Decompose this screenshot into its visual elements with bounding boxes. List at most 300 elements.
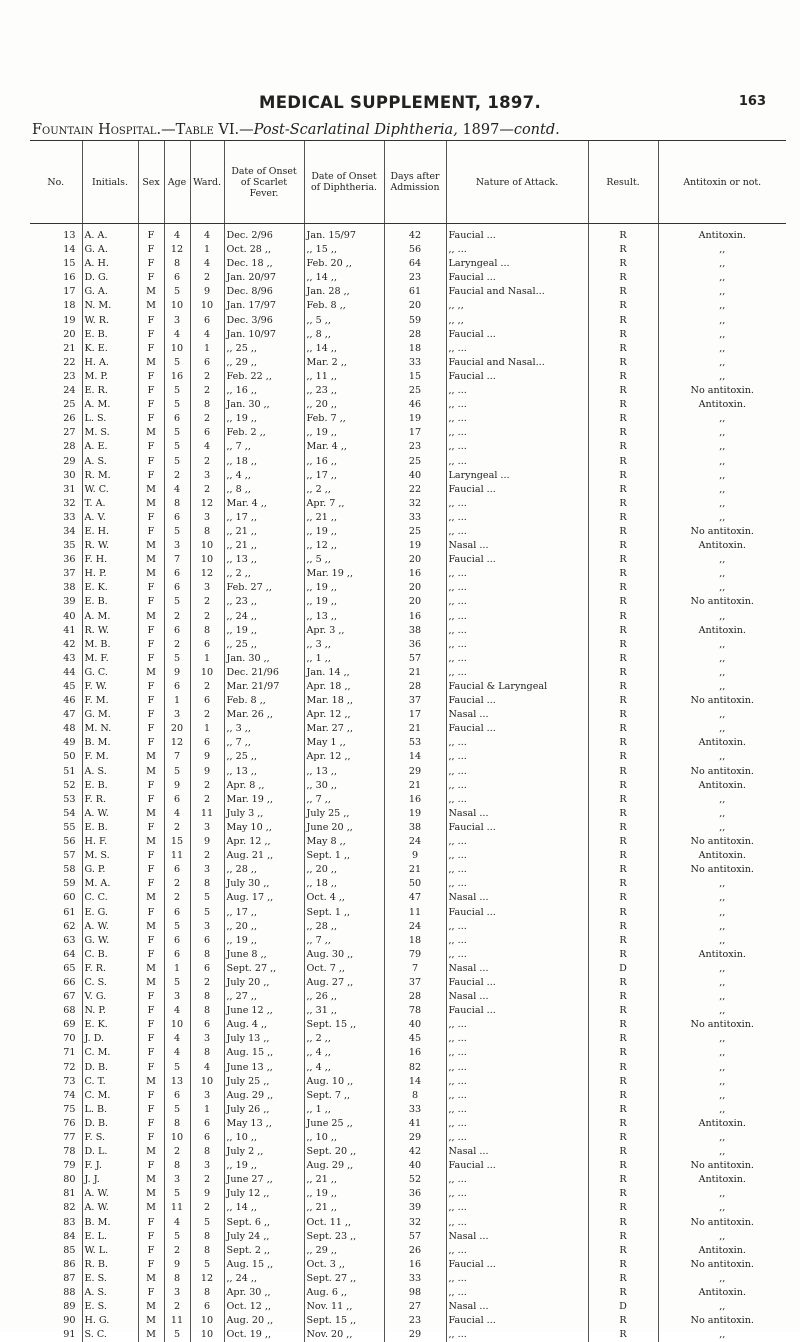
cell-days: 21 bbox=[384, 863, 446, 877]
cell-age: 2 bbox=[164, 891, 190, 905]
cell-result: R bbox=[588, 891, 658, 905]
table-row bbox=[30, 398, 786, 412]
cell-diphtheria-onset: ,, 30 ,, bbox=[304, 779, 384, 793]
cell-nature: ,, ... bbox=[446, 1286, 588, 1300]
cell-nature: ,, ... bbox=[446, 243, 588, 257]
cell-no: 30 bbox=[30, 469, 82, 483]
cell-age: 10 bbox=[164, 1131, 190, 1145]
cell-diphtheria-onset: May 8 ,, bbox=[304, 835, 384, 849]
cell-ward: 2 bbox=[190, 271, 224, 285]
cell-result: R bbox=[588, 793, 658, 807]
cell-antitoxin: ,, bbox=[658, 1187, 786, 1201]
cell-initials: F. J. bbox=[82, 1159, 138, 1173]
cell-antitoxin: ,, bbox=[658, 356, 786, 370]
cell-age: 3 bbox=[164, 708, 190, 722]
cell-no: 47 bbox=[30, 708, 82, 722]
cell-no: 62 bbox=[30, 920, 82, 934]
cell-diphtheria-onset: ,, 5 ,, bbox=[304, 314, 384, 328]
cell-no: 55 bbox=[30, 821, 82, 835]
cell-initials: F. S. bbox=[82, 1131, 138, 1145]
cell-ward: 8 bbox=[190, 1286, 224, 1300]
cell-sex: F bbox=[138, 1216, 164, 1230]
cell-days: 64 bbox=[384, 257, 446, 271]
cell-sex: M bbox=[138, 553, 164, 567]
cell-days: 57 bbox=[384, 652, 446, 666]
table-row bbox=[30, 1258, 786, 1272]
cell-sex: M bbox=[138, 750, 164, 764]
cell-ward: 6 bbox=[190, 638, 224, 652]
cell-age: 6 bbox=[164, 793, 190, 807]
cell-ward: 10 bbox=[190, 553, 224, 567]
cell-days: 50 bbox=[384, 877, 446, 891]
table-row bbox=[30, 426, 786, 440]
col-header-antitoxin: Antitoxin or not. bbox=[658, 141, 786, 224]
cell-no: 19 bbox=[30, 314, 82, 328]
cell-ward: 11 bbox=[190, 807, 224, 821]
table-row bbox=[30, 328, 786, 342]
cell-sex: F bbox=[138, 948, 164, 962]
cell-ward: 12 bbox=[190, 497, 224, 511]
cell-antitoxin: Antitoxin. bbox=[658, 1286, 786, 1300]
cell-sex: M bbox=[138, 1328, 164, 1342]
cell-no: 70 bbox=[30, 1032, 82, 1046]
cell-nature: ,, ... bbox=[446, 638, 588, 652]
cell-initials: A. H. bbox=[82, 257, 138, 271]
cell-days: 20 bbox=[384, 299, 446, 313]
cell-ward: 3 bbox=[190, 863, 224, 877]
cell-scarlet-onset: ,, 4 ,, bbox=[224, 469, 304, 483]
cell-no: 44 bbox=[30, 666, 82, 680]
cell-age: 6 bbox=[164, 271, 190, 285]
cell-days: 28 bbox=[384, 328, 446, 342]
cell-antitoxin: ,, bbox=[658, 1272, 786, 1286]
cell-antitoxin: ,, bbox=[658, 638, 786, 652]
cell-age: 11 bbox=[164, 1201, 190, 1215]
cell-age: 5 bbox=[164, 652, 190, 666]
cell-initials: E. H. bbox=[82, 525, 138, 539]
cell-diphtheria-onset: Apr. 18 ,, bbox=[304, 680, 384, 694]
cell-result: R bbox=[588, 1046, 658, 1060]
cell-sex: F bbox=[138, 680, 164, 694]
table-row bbox=[30, 976, 786, 990]
cell-result: R bbox=[588, 1244, 658, 1258]
cell-no: 46 bbox=[30, 694, 82, 708]
cell-diphtheria-onset: Sept. 1 ,, bbox=[304, 849, 384, 863]
cell-antitoxin: ,, bbox=[658, 1300, 786, 1314]
cell-ward: 2 bbox=[190, 793, 224, 807]
cell-sex: F bbox=[138, 1018, 164, 1032]
cell-nature: ,, ... bbox=[446, 342, 588, 356]
cell-ward: 4 bbox=[190, 328, 224, 342]
cell-age: 1 bbox=[164, 962, 190, 976]
table-row bbox=[30, 1145, 786, 1159]
cell-initials: C. B. bbox=[82, 948, 138, 962]
cell-result: D bbox=[588, 1300, 658, 1314]
cell-diphtheria-onset: ,, 1 ,, bbox=[304, 652, 384, 666]
table-row bbox=[30, 299, 786, 313]
cell-antitoxin: ,, bbox=[658, 708, 786, 722]
cell-days: 21 bbox=[384, 666, 446, 680]
cell-initials: L. S. bbox=[82, 412, 138, 426]
cell-age: 5 bbox=[164, 356, 190, 370]
cell-nature: Faucial ... bbox=[446, 271, 588, 285]
cell-initials: M. P. bbox=[82, 370, 138, 384]
cell-days: 36 bbox=[384, 1187, 446, 1201]
cell-scarlet-onset: Aug. 21 ,, bbox=[224, 849, 304, 863]
cell-result: R bbox=[588, 525, 658, 539]
cell-initials: W. R. bbox=[82, 314, 138, 328]
cell-scarlet-onset: ,, 13 ,, bbox=[224, 553, 304, 567]
cell-sex: F bbox=[138, 511, 164, 525]
cell-sex: F bbox=[138, 722, 164, 736]
cell-sex: F bbox=[138, 525, 164, 539]
table-row bbox=[30, 722, 786, 736]
cell-result: R bbox=[588, 1159, 658, 1173]
cell-result: R bbox=[588, 299, 658, 313]
cell-no: 84 bbox=[30, 1230, 82, 1244]
cell-days: 57 bbox=[384, 1230, 446, 1244]
cell-sex: F bbox=[138, 384, 164, 398]
cell-age: 5 bbox=[164, 976, 190, 990]
cell-diphtheria-onset: Nov. 11 ,, bbox=[304, 1300, 384, 1314]
cell-age: 5 bbox=[164, 398, 190, 412]
cell-result: R bbox=[588, 638, 658, 652]
cell-diphtheria-onset: ,, 2 ,, bbox=[304, 1032, 384, 1046]
cell-diphtheria-onset: ,, 8 ,, bbox=[304, 328, 384, 342]
cell-nature: ,, ,, bbox=[446, 299, 588, 313]
cell-initials: E. K. bbox=[82, 581, 138, 595]
cell-scarlet-onset: ,, 3 ,, bbox=[224, 722, 304, 736]
cell-result: R bbox=[588, 314, 658, 328]
cell-initials: W. L. bbox=[82, 1244, 138, 1258]
table-row bbox=[30, 736, 786, 750]
cell-antitoxin: ,, bbox=[658, 581, 786, 595]
cell-scarlet-onset: ,, 8 ,, bbox=[224, 483, 304, 497]
cell-initials: A. M. bbox=[82, 398, 138, 412]
table-row bbox=[30, 948, 786, 962]
cell-initials: E. G. bbox=[82, 906, 138, 920]
cell-nature: ,, ... bbox=[446, 750, 588, 764]
cell-diphtheria-onset: Apr. 12 ,, bbox=[304, 708, 384, 722]
cell-nature: ,, ... bbox=[446, 1117, 588, 1131]
table-row bbox=[30, 1089, 786, 1103]
cell-days: 32 bbox=[384, 497, 446, 511]
cell-nature: ,, ... bbox=[446, 1075, 588, 1089]
cell-no: 52 bbox=[30, 779, 82, 793]
cell-ward: 2 bbox=[190, 384, 224, 398]
cell-scarlet-onset: Mar. 19 ,, bbox=[224, 793, 304, 807]
cell-age: 6 bbox=[164, 1089, 190, 1103]
cell-ward: 5 bbox=[190, 891, 224, 905]
cell-result: R bbox=[588, 1145, 658, 1159]
cell-days: 78 bbox=[384, 1004, 446, 1018]
cell-result: R bbox=[588, 1103, 658, 1117]
cell-ward: 3 bbox=[190, 511, 224, 525]
cell-nature: ,, ... bbox=[446, 736, 588, 750]
cell-age: 5 bbox=[164, 440, 190, 454]
cell-antitoxin: ,, bbox=[658, 920, 786, 934]
cell-result: R bbox=[588, 835, 658, 849]
table-row bbox=[30, 1159, 786, 1173]
cell-no: 16 bbox=[30, 271, 82, 285]
cell-sex: M bbox=[138, 1300, 164, 1314]
cell-age: 5 bbox=[164, 455, 190, 469]
cell-sex: F bbox=[138, 877, 164, 891]
cell-result: R bbox=[588, 1004, 658, 1018]
cell-result: R bbox=[588, 595, 658, 609]
cell-sex: M bbox=[138, 835, 164, 849]
cell-sex: M bbox=[138, 1201, 164, 1215]
cell-initials: A. V. bbox=[82, 511, 138, 525]
table-row bbox=[30, 455, 786, 469]
cell-scarlet-onset: Feb. 8 ,, bbox=[224, 694, 304, 708]
cell-result: R bbox=[588, 243, 658, 257]
cell-scarlet-onset: Apr. 8 ,, bbox=[224, 779, 304, 793]
cell-age: 6 bbox=[164, 934, 190, 948]
cell-ward: 6 bbox=[190, 694, 224, 708]
table-row bbox=[30, 835, 786, 849]
cell-age: 12 bbox=[164, 243, 190, 257]
cell-scarlet-onset: June 13 ,, bbox=[224, 1061, 304, 1075]
cell-sex: F bbox=[138, 906, 164, 920]
cell-nature: Faucial ... bbox=[446, 976, 588, 990]
cell-no: 60 bbox=[30, 891, 82, 905]
cell-days: 16 bbox=[384, 793, 446, 807]
cell-age: 1 bbox=[164, 694, 190, 708]
cell-age: 6 bbox=[164, 511, 190, 525]
cell-age: 9 bbox=[164, 1258, 190, 1272]
cell-initials: B. M. bbox=[82, 1216, 138, 1230]
cell-nature: ,, ... bbox=[446, 779, 588, 793]
cell-initials: E. B. bbox=[82, 821, 138, 835]
table-row bbox=[30, 243, 786, 257]
cell-result: R bbox=[588, 511, 658, 525]
cell-days: 56 bbox=[384, 243, 446, 257]
cell-days: 40 bbox=[384, 1018, 446, 1032]
cell-age: 11 bbox=[164, 1314, 190, 1328]
table-row bbox=[30, 581, 786, 595]
table-row bbox=[30, 370, 786, 384]
cell-sex: F bbox=[138, 1061, 164, 1075]
cell-no: 68 bbox=[30, 1004, 82, 1018]
cell-antitoxin: Antitoxin. bbox=[658, 1117, 786, 1131]
cell-no: 15 bbox=[30, 257, 82, 271]
table-row bbox=[30, 694, 786, 708]
cell-sex: F bbox=[138, 849, 164, 863]
cell-scarlet-onset: Jan. 30 ,, bbox=[224, 398, 304, 412]
cell-initials: C. T. bbox=[82, 1075, 138, 1089]
cell-scarlet-onset: Oct. 12 ,, bbox=[224, 1300, 304, 1314]
cell-antitoxin: ,, bbox=[658, 1230, 786, 1244]
cell-ward: 8 bbox=[190, 990, 224, 1004]
cell-scarlet-onset: ,, 25 ,, bbox=[224, 638, 304, 652]
cell-result: R bbox=[588, 1258, 658, 1272]
cell-antitoxin: Antitoxin. bbox=[658, 539, 786, 553]
cell-scarlet-onset: ,, 25 ,, bbox=[224, 750, 304, 764]
table-row bbox=[30, 1201, 786, 1215]
cell-sex: F bbox=[138, 821, 164, 835]
cell-no: 54 bbox=[30, 807, 82, 821]
cell-nature: Faucial ... bbox=[446, 1004, 588, 1018]
cell-result: R bbox=[588, 990, 658, 1004]
table-row bbox=[30, 990, 786, 1004]
cell-antitoxin: ,, bbox=[658, 328, 786, 342]
cell-result: R bbox=[588, 708, 658, 722]
cell-no: 27 bbox=[30, 426, 82, 440]
cell-age: 8 bbox=[164, 257, 190, 271]
col-header-age: Age bbox=[164, 141, 190, 224]
cell-no: 28 bbox=[30, 440, 82, 454]
cell-scarlet-onset: ,, 18 ,, bbox=[224, 455, 304, 469]
cell-antitoxin: ,, bbox=[658, 412, 786, 426]
cell-no: 23 bbox=[30, 370, 82, 384]
cell-antitoxin: ,, bbox=[658, 962, 786, 976]
cell-nature: ,, ... bbox=[446, 1216, 588, 1230]
cell-initials: S. C. bbox=[82, 1328, 138, 1342]
cell-result: R bbox=[588, 539, 658, 553]
cell-days: 19 bbox=[384, 807, 446, 821]
cell-no: 51 bbox=[30, 765, 82, 779]
cell-sex: M bbox=[138, 356, 164, 370]
cell-antitoxin: Antitoxin. bbox=[658, 849, 786, 863]
cell-days: 20 bbox=[384, 595, 446, 609]
cell-antitoxin: ,, bbox=[658, 976, 786, 990]
cell-result: R bbox=[588, 1061, 658, 1075]
cell-no: 57 bbox=[30, 849, 82, 863]
cell-nature: ,, ... bbox=[446, 1201, 588, 1215]
cell-age: 2 bbox=[164, 1300, 190, 1314]
cell-antitoxin: ,, bbox=[658, 793, 786, 807]
cell-age: 10 bbox=[164, 299, 190, 313]
cell-no: 77 bbox=[30, 1131, 82, 1145]
table-row bbox=[30, 934, 786, 948]
cell-no: 61 bbox=[30, 906, 82, 920]
cell-diphtheria-onset: Feb. 20 ,, bbox=[304, 257, 384, 271]
cell-scarlet-onset: Sept. 27 ,, bbox=[224, 962, 304, 976]
cell-days: 33 bbox=[384, 1272, 446, 1286]
cell-days: 25 bbox=[384, 455, 446, 469]
cell-no: 31 bbox=[30, 483, 82, 497]
cell-ward: 2 bbox=[190, 680, 224, 694]
cell-initials: V. G. bbox=[82, 990, 138, 1004]
cell-nature: ,, ... bbox=[446, 948, 588, 962]
table-row bbox=[30, 962, 786, 976]
cell-initials: C. M. bbox=[82, 1046, 138, 1060]
cell-nature: Faucial ... bbox=[446, 370, 588, 384]
cell-antitoxin: ,, bbox=[658, 807, 786, 821]
cell-nature: ,, ... bbox=[446, 426, 588, 440]
cell-antitoxin: ,, bbox=[658, 1046, 786, 1060]
cell-nature: ,, ... bbox=[446, 934, 588, 948]
cell-nature: ,, ... bbox=[446, 595, 588, 609]
cell-result: R bbox=[588, 694, 658, 708]
cell-age: 9 bbox=[164, 666, 190, 680]
cell-scarlet-onset: ,, 19 ,, bbox=[224, 1159, 304, 1173]
cell-age: 3 bbox=[164, 314, 190, 328]
cell-scarlet-onset: ,, 27 ,, bbox=[224, 990, 304, 1004]
cell-result: R bbox=[588, 1201, 658, 1215]
cell-days: 33 bbox=[384, 1103, 446, 1117]
cell-antitoxin: Antitoxin. bbox=[658, 224, 786, 244]
cell-no: 80 bbox=[30, 1173, 82, 1187]
cell-initials: A. W. bbox=[82, 1201, 138, 1215]
cell-result: R bbox=[588, 285, 658, 299]
table-row bbox=[30, 1216, 786, 1230]
cell-result: R bbox=[588, 370, 658, 384]
cell-diphtheria-onset: ,, 19 ,, bbox=[304, 1187, 384, 1201]
cell-scarlet-onset: June 8 ,, bbox=[224, 948, 304, 962]
cell-diphtheria-onset: ,, 16 ,, bbox=[304, 455, 384, 469]
cell-age: 9 bbox=[164, 779, 190, 793]
cell-nature: Nasal ... bbox=[446, 1145, 588, 1159]
table-row bbox=[30, 1032, 786, 1046]
cell-diphtheria-onset: ,, 14 ,, bbox=[304, 342, 384, 356]
cell-sex: M bbox=[138, 1145, 164, 1159]
cell-result: R bbox=[588, 497, 658, 511]
cell-days: 24 bbox=[384, 920, 446, 934]
cell-sex: M bbox=[138, 765, 164, 779]
table-row bbox=[30, 384, 786, 398]
cell-scarlet-onset: Dec. 18 ,, bbox=[224, 257, 304, 271]
cell-diphtheria-onset: Mar. 18 ,, bbox=[304, 694, 384, 708]
cell-ward: 2 bbox=[190, 849, 224, 863]
cell-nature: ,, ... bbox=[446, 1032, 588, 1046]
cell-ward: 6 bbox=[190, 314, 224, 328]
cell-days: 16 bbox=[384, 567, 446, 581]
cell-ward: 2 bbox=[190, 1173, 224, 1187]
cell-sex: F bbox=[138, 779, 164, 793]
cell-age: 6 bbox=[164, 624, 190, 638]
col-header-no: No. bbox=[30, 141, 82, 224]
table-row bbox=[30, 652, 786, 666]
cell-nature: ,, ... bbox=[446, 1046, 588, 1060]
cell-days: 25 bbox=[384, 525, 446, 539]
cell-scarlet-onset: Oct. 28 ,, bbox=[224, 243, 304, 257]
cell-no: 22 bbox=[30, 356, 82, 370]
cell-age: 2 bbox=[164, 610, 190, 624]
cell-antitoxin: No antitoxin. bbox=[658, 1159, 786, 1173]
cell-diphtheria-onset: Oct. 7 ,, bbox=[304, 962, 384, 976]
cell-antitoxin: Antitoxin. bbox=[658, 948, 786, 962]
cell-ward: 9 bbox=[190, 1187, 224, 1201]
cell-result: R bbox=[588, 849, 658, 863]
cell-result: R bbox=[588, 356, 658, 370]
caption-contd: contd. bbox=[514, 122, 560, 138]
cell-sex: F bbox=[138, 1230, 164, 1244]
cell-days: 59 bbox=[384, 314, 446, 328]
cell-days: 23 bbox=[384, 271, 446, 285]
cell-diphtheria-onset: Sept. 7 ,, bbox=[304, 1089, 384, 1103]
table-row bbox=[30, 525, 786, 539]
cell-sex: F bbox=[138, 412, 164, 426]
cell-age: 10 bbox=[164, 342, 190, 356]
cell-ward: 10 bbox=[190, 666, 224, 680]
cell-age: 4 bbox=[164, 1004, 190, 1018]
cell-antitoxin: ,, bbox=[658, 990, 786, 1004]
cell-age: 5 bbox=[164, 1230, 190, 1244]
table-row bbox=[30, 1004, 786, 1018]
cell-antitoxin: ,, bbox=[658, 483, 786, 497]
table-row bbox=[30, 638, 786, 652]
table-row bbox=[30, 553, 786, 567]
cell-result: R bbox=[588, 455, 658, 469]
cell-initials: H. A. bbox=[82, 356, 138, 370]
cell-ward: 3 bbox=[190, 1159, 224, 1173]
cell-antitoxin: ,, bbox=[658, 299, 786, 313]
cell-ward: 5 bbox=[190, 1258, 224, 1272]
cell-sex: M bbox=[138, 299, 164, 313]
cell-days: 9 bbox=[384, 849, 446, 863]
